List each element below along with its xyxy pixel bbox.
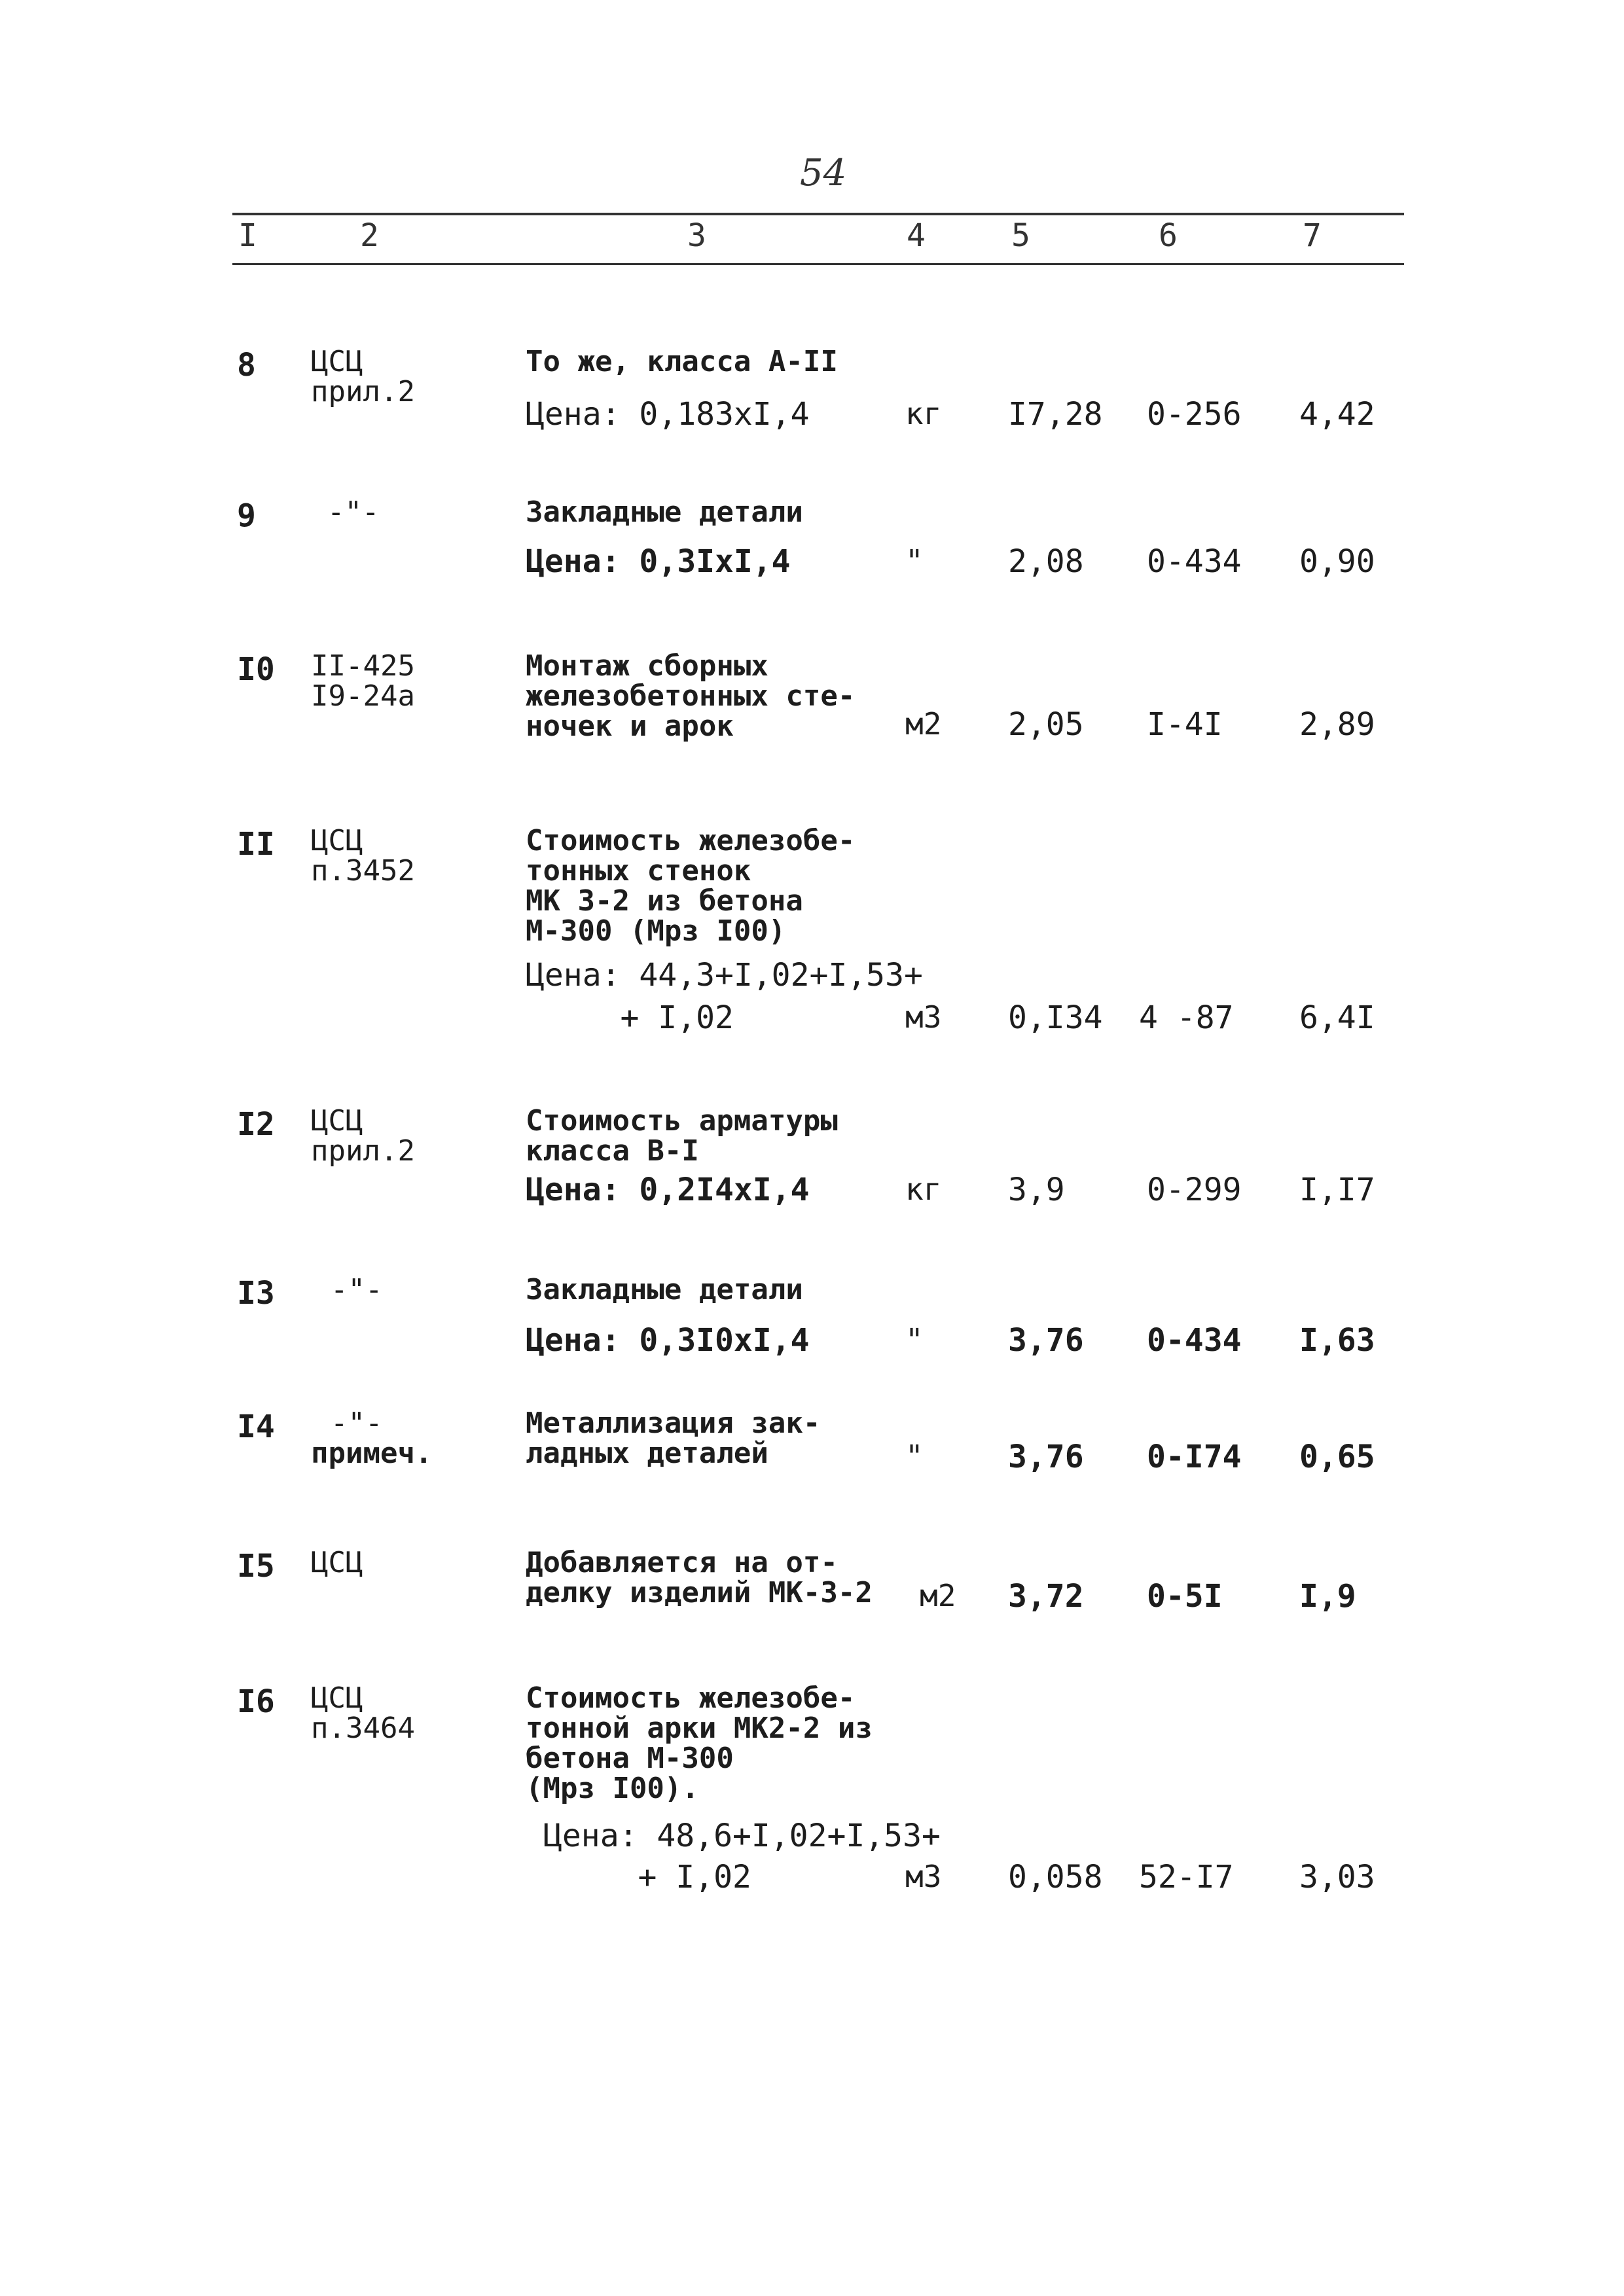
row-cost: 2,89 <box>1299 706 1375 743</box>
row-reference: -"- <box>327 495 380 529</box>
row-number: I0 <box>237 651 275 688</box>
row-number: I3 <box>237 1275 275 1312</box>
row-cost: I,63 <box>1299 1322 1375 1359</box>
row-price-formula-continued: + I,02 <box>543 1859 751 1895</box>
row-unit: м2 <box>920 1578 956 1613</box>
row-reference: II-425 I9-24а <box>311 649 415 713</box>
row-description: Закладные детали <box>526 495 803 529</box>
row-quantity: 0,I34 <box>1008 999 1103 1036</box>
row-reference: ЦСЦ <box>311 1546 363 1579</box>
row-unit: м2 <box>905 706 942 742</box>
header-rule-bottom <box>232 263 1404 265</box>
row-rate: 52-I7 <box>1139 1859 1234 1895</box>
row-reference: -"- примеч. <box>311 1407 433 1470</box>
row-price-formula: Цена: 0,2I4хI,4 <box>526 1172 810 1208</box>
row-number: II <box>237 826 275 863</box>
row-number: I6 <box>237 1683 275 1720</box>
row-cost: 3,03 <box>1299 1859 1375 1895</box>
column-header-6: 6 <box>1159 217 1178 254</box>
row-description: Закладные детали <box>526 1273 803 1306</box>
row-quantity: 0,058 <box>1008 1859 1103 1895</box>
row-reference: ЦСЦ п.3452 <box>311 824 415 888</box>
row-unit: кг <box>905 1172 942 1207</box>
row-description: Стоимость железобе- тонных стенок МК 3-2 из бетона М-300 (Мрз I00) <box>526 824 856 948</box>
row-price-formula: Цена: 48,6+I,02+I,53+ <box>543 1818 941 1854</box>
row-price-formula: Цена: 0,3I0хI,4 <box>526 1322 810 1359</box>
row-quantity: 3,72 <box>1008 1578 1084 1615</box>
row-number: 9 <box>237 497 256 534</box>
row-unit: " <box>905 1322 924 1357</box>
header-rule-top <box>232 213 1404 215</box>
row-price-formula: Цена: 0,183хI,4 <box>526 396 810 433</box>
row-number: I2 <box>237 1106 275 1143</box>
row-cost: 0,90 <box>1299 543 1375 580</box>
row-description: Стоимость арматуры класса В-I <box>526 1104 838 1168</box>
row-reference: -"- <box>331 1273 383 1306</box>
column-header-4: 4 <box>907 217 926 254</box>
row-price-formula: Цена: 44,3+I,02+I,53+ <box>526 957 923 994</box>
row-quantity: I7,28 <box>1008 396 1103 433</box>
row-rate: I-4I <box>1147 706 1223 743</box>
row-rate: 0-299 <box>1147 1172 1242 1208</box>
row-cost: I,I7 <box>1299 1172 1375 1208</box>
row-rate: 4 -87 <box>1139 999 1234 1036</box>
page-number: 54 <box>800 152 847 194</box>
row-rate: 0-5I <box>1147 1578 1223 1615</box>
row-unit: " <box>905 1439 924 1474</box>
row-description: Стоимость железобе- тонной арки МК2-2 из бетона М-300 (Мрз I00). <box>526 1681 873 1805</box>
row-description: Монтаж сборных железобетонных сте- ночек и арок <box>526 649 856 743</box>
row-number: I4 <box>237 1408 275 1445</box>
row-cost: 6,4I <box>1299 999 1375 1036</box>
row-rate: 0-434 <box>1147 1322 1242 1359</box>
row-quantity: 2,05 <box>1008 706 1084 743</box>
row-number: I5 <box>237 1548 275 1585</box>
row-unit: кг <box>905 396 942 431</box>
row-description: Добавляется на от- делку изделий МК-3-2 <box>526 1546 873 1609</box>
row-quantity: 2,08 <box>1008 543 1084 580</box>
row-quantity: 3,76 <box>1008 1322 1084 1359</box>
row-price-formula: Цена: 0,3IхI,4 <box>526 543 791 580</box>
row-reference: ЦСЦ прил.2 <box>311 1104 415 1168</box>
column-header-2: 2 <box>360 217 379 254</box>
row-rate: 0-I74 <box>1147 1439 1242 1475</box>
column-header-1: I <box>238 217 257 254</box>
row-reference: ЦСЦ п.3464 <box>311 1681 415 1745</box>
row-number: 8 <box>237 347 256 384</box>
row-price-formula-continued: + I,02 <box>526 999 734 1036</box>
row-unit: м3 <box>905 1859 942 1894</box>
column-header-5: 5 <box>1011 217 1030 254</box>
row-unit: м3 <box>905 999 942 1035</box>
row-description: Металлизация зак- ладных деталей <box>526 1407 821 1470</box>
column-header-3: 3 <box>687 217 706 254</box>
row-quantity: 3,76 <box>1008 1439 1084 1475</box>
row-cost: I,9 <box>1299 1578 1356 1615</box>
column-header-7: 7 <box>1303 217 1322 254</box>
row-quantity: 3,9 <box>1008 1172 1065 1208</box>
row-rate: 0-434 <box>1147 543 1242 580</box>
row-rate: 0-256 <box>1147 396 1242 433</box>
row-description: То же, класса А-II <box>526 345 838 378</box>
row-reference: ЦСЦ прил.2 <box>311 345 415 408</box>
row-unit: " <box>905 543 924 579</box>
row-cost: 4,42 <box>1299 396 1375 433</box>
row-cost: 0,65 <box>1299 1439 1375 1475</box>
